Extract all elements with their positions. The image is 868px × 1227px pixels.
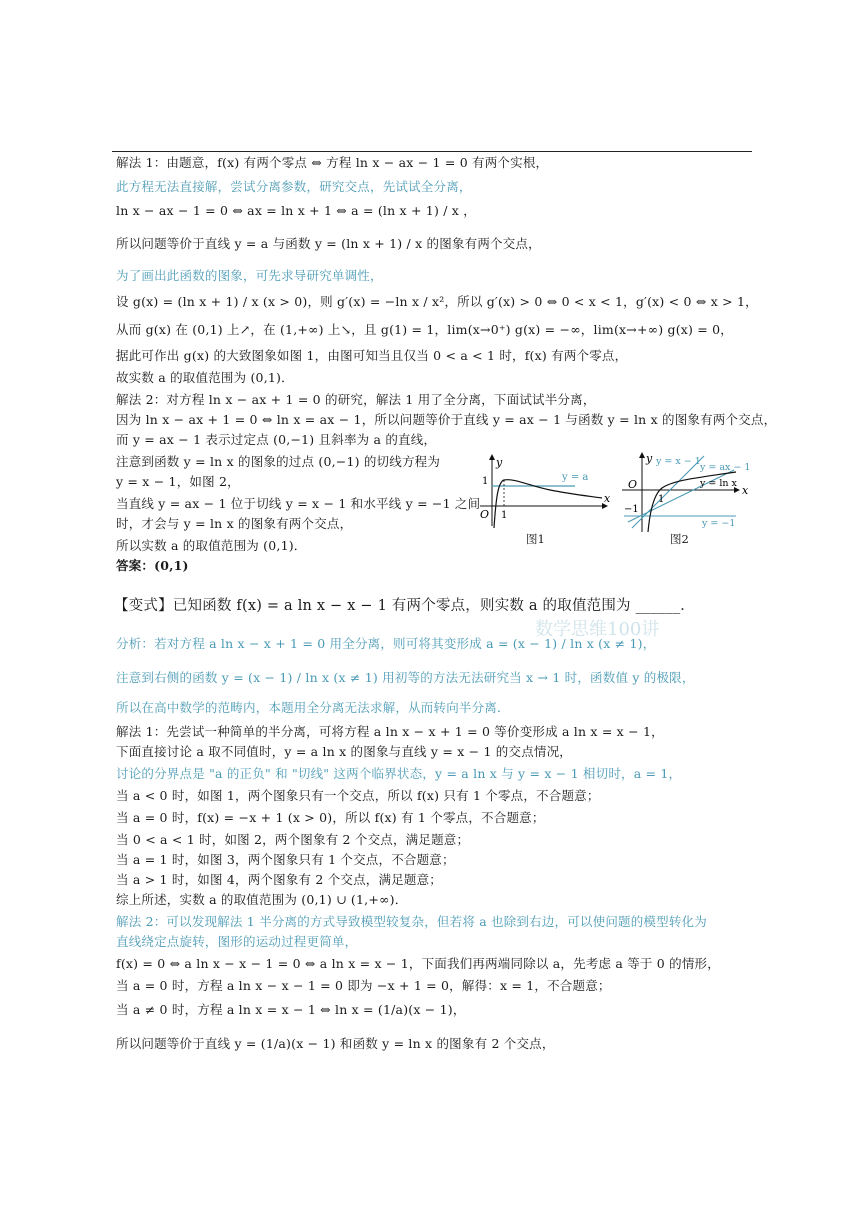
variant-case-a-zero: 当 a = 0 时，f(x) = −x + 1 (x > 0)，所以 f(x) 有 1 个零点，不合题意； — [116, 810, 545, 825]
fig1-caption: 图1 — [526, 532, 545, 546]
section-divider — [112, 151, 752, 152]
variant-case-a-one: 当 a = 1 时，如图 3，两个图象只有 1 个交点，不合题意； — [116, 852, 455, 867]
variant-solution2-equivalence: f(x) = 0 ⇔ a ln x − x − 1 = 0 ⇔ a ln x = x − 1，下面我们再两端同除以 a，先考虑 a 等于 0 的情形， — [116, 956, 720, 971]
fig2-x-tick-label: 1 — [658, 494, 665, 505]
variant-question: 【变式】已知函数 f(x) = a ln x − x − 1 有两个零点，则实数 a 的取值范围为 ______． — [114, 598, 695, 614]
solution1-hint: 此方程无法直接解，尝试分离参数，研究交点，先试试全分离， — [116, 179, 472, 194]
fig2-x-axis-label: x — [742, 484, 749, 497]
variant-solution1-summary: 综上所述，实数 a 的取值范围为 (0,1) ∪ (1,+∞)． — [116, 892, 408, 907]
variant-solution2-a-nonzero: 当 a ≠ 0 时，方程 a ln x = x − 1 ⇔ ln x = (1/a)(x − 1)， — [116, 1002, 466, 1017]
solution2-between: 当直线 y = ax − 1 位于切线 y = x − 1 和水平线 y = −1 之间 — [116, 496, 481, 511]
solution1-reformulation: 所以问题等价于直线 y = a 与函数 y = (ln x + 1) / x 的图象有两个交点， — [116, 236, 541, 251]
watermark: 数学思维100讲 — [535, 619, 660, 640]
fig2-origin-label: O — [628, 478, 638, 491]
solution2-answer: 所以实数 a 的取值范围为 (0,1)． — [116, 538, 307, 553]
variant-solution2-intro: 解法 2：可以发现解法 1 半分离的方式导致模型较复杂，但若将 a 也除到右边，可以使问题的模型转化为 — [116, 914, 707, 929]
fig1-line-label: y = a — [562, 472, 589, 483]
solution2-equivalence: 因为 ln x − ax + 1 = 0 ⇔ ln x = ax − 1，所以问题等价于直线 y = ax − 1 与函数 y = ln x 的图象有两个交点， — [116, 412, 777, 427]
fig1-y-tick-label: 1 — [482, 476, 489, 487]
solution2-line-desc: 而 y = ax − 1 表示过定点 (0,−1) 且斜率为 a 的直线， — [116, 432, 437, 447]
fig1-x-axis-label: x — [604, 492, 610, 505]
figure-1 — [470, 452, 610, 530]
solution1-graph-conclusion: 据此可作出 g(x) 的大致图象如图 1，由图可知当且仅当 0 < a < 1 时，f(x) 有两个零点， — [116, 348, 628, 363]
variant-solution1-critical: 讨论的分界点是 "a 的正负" 和 "切线" 这两个临界状态，y = a ln x 与 y = x − 1 相切时，a = 1， — [116, 766, 682, 781]
variant-solution1-intro: 解法 1：先尝试一种简单的半分离，可将方程 a ln x − x + 1 = 0 等价变形成 a ln x = x − 1， — [116, 724, 664, 739]
solution1-answer: 故实数 a 的取值范围为 (0,1)． — [116, 370, 294, 385]
solution2-intro: 解法 2：对方程 ln x − ax + 1 = 0 的研究，解法 1 用了全分离，下面试试半分离， — [116, 392, 596, 407]
fig2-ln-label: y = ln x — [700, 478, 737, 489]
variant-solution2-a-zero: 当 a = 0 时，方程 a ln x − x − 1 = 0 即为 −x + 1 = 0，解得：x = 1，不合题意； — [116, 978, 611, 993]
fig2-horizontal-label: y = −1 — [702, 518, 736, 529]
analysis-limit: 注意到右侧的函数 y = (x − 1) / ln x (x ≠ 1) 用初等的方法无法研究当 x → 1 时，函数值 y 的极限， — [116, 670, 695, 685]
fig1-x-tick-label: 1 — [501, 510, 508, 521]
fig2-tangent-label: y = x − 1 — [656, 456, 701, 467]
solution1-monotonicity: 从而 g(x) 在 (0,1) 上↗，在 (1,+∞) 上↘，且 g(1) = 1，lim(x→0⁺) g(x) = −∞，lim(x→+∞) g(x) = 0， — [116, 322, 733, 337]
solution1-intro: 解法 1：由题意，f(x) 有两个零点 ⇔ 方程 ln x − ax − 1 = 0 有两个实根， — [116, 155, 549, 170]
solution2-two-points: 时，才会与 y = ln x 的图象有两个交点， — [116, 516, 353, 531]
fig2-y-axis-label: y — [646, 452, 653, 465]
fig1-origin-label: O — [480, 508, 490, 521]
variant-case-a-greater: 当 a > 1 时，如图 4，两个图象有 2 个交点，满足题意； — [116, 872, 442, 887]
variant-solution2-rotation: 直线绕定点旋转，图形的运动过程更简单， — [116, 934, 358, 949]
solution1-hint-derivative: 为了画出此函数的图象，可先求导研究单调性， — [116, 268, 383, 283]
variant-case-a-between: 当 0 < a < 1 时，如图 2，两个图象有 2 个交点，满足题意； — [116, 832, 470, 847]
fig2-y-tick-label: −1 — [624, 504, 639, 515]
solution1-derivative: 设 g(x) = (ln x + 1) / x (x > 0)，则 g′(x) = −ln x / x²，所以 g′(x) > 0 ⇔ 0 < x < 1，g′(x) < 0 ⇔ x > 1， — [116, 294, 758, 309]
figure-2 — [618, 450, 754, 534]
solution2-tangent: 注意到函数 y = ln x 的图象的过点 (0,−1) 的切线方程为 — [116, 454, 441, 469]
analysis-intro: 分析：若对方程 a ln x − x + 1 = 0 用全分离，则可将其变形成 a = (x − 1) / ln x (x ≠ 1)， — [116, 636, 656, 651]
fig2-ax-line-label: y = ax − 1 — [700, 462, 751, 473]
analysis-conclusion: 所以在高中数学的范畴内，本题用全分离无法求解，从而转向半分离． — [116, 700, 510, 715]
final-answer: 答案：(0,1) — [116, 558, 189, 573]
solution2-tangent-eq: y = x − 1，如图 2， — [116, 474, 240, 489]
solution1-equivalence: ln x − ax − 1 = 0 ⇔ ax = ln x + 1 ⇔ a = (ln x + 1) / x ， — [116, 203, 476, 218]
variant-solution1-discuss: 下面直接讨论 a 取不同值时，y = a ln x 的图象与直线 y = x − 1 的交点情况， — [116, 744, 573, 759]
variant-case-a-negative: 当 a < 0 时，如图 1，两个图象只有一个交点，所以 f(x) 只有 1 个零点，不合题意； — [116, 788, 600, 803]
fig1-y-axis-label: y — [496, 456, 503, 469]
fig2-caption: 图2 — [670, 532, 689, 546]
variant-solution2-conclusion: 所以问题等价于直线 y = (1/a)(x − 1) 和函数 y = ln x 的图象有 2 个交点， — [116, 1036, 555, 1051]
